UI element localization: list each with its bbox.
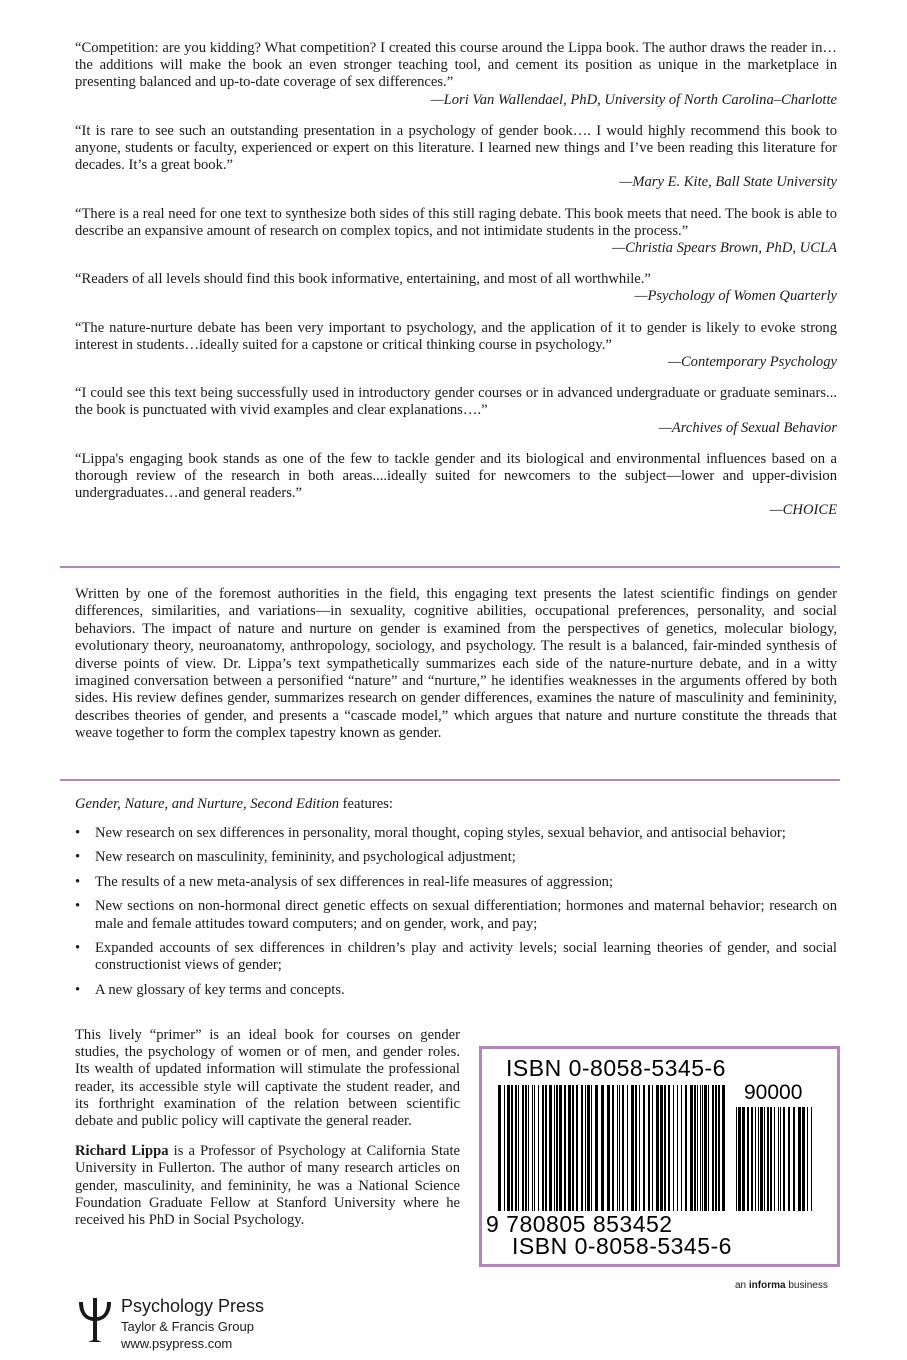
barcode-bar (532, 1085, 533, 1211)
barcode-bar (767, 1107, 769, 1211)
feature-item: • Expanded accounts of sex differences in children’s play and activity levels; social learning theories of gender, and social constructionist views of gender; (75, 940, 837, 975)
barcode-bar (538, 1085, 539, 1211)
barcode-bar (685, 1085, 687, 1211)
barcode-bar (572, 1085, 574, 1211)
review-quote: “Readers of all levels should find this book informative, entertaining, and most of all worthwhile.” (75, 271, 651, 288)
barcode-bar (635, 1085, 637, 1211)
barcode-bar (534, 1085, 535, 1211)
barcode-bar (712, 1085, 714, 1211)
barcode-bar (702, 1085, 703, 1211)
barcode-bar (549, 1085, 552, 1211)
divider-top (60, 566, 840, 568)
barcode-bar (595, 1085, 598, 1211)
barcode-bar (788, 1107, 790, 1211)
barcode-bar (585, 1085, 586, 1211)
barcode-bar (622, 1085, 624, 1211)
barcode-bar (660, 1085, 663, 1211)
barcode-bar (522, 1085, 524, 1211)
informa-prefix: an (735, 1280, 749, 1291)
barcode-bar (697, 1085, 698, 1211)
review-attribution: —Christia Spears Brown, PhD, UCLA (612, 240, 837, 257)
publisher-url: www.psypress.com (121, 1336, 233, 1351)
barcode-bar (736, 1107, 737, 1211)
barcode-bar (715, 1085, 717, 1211)
barcode-bar (668, 1085, 670, 1211)
barcode-bar (673, 1085, 674, 1211)
publisher-block (75, 1296, 375, 1351)
review-block (75, 123, 837, 192)
barcode-bar (554, 1085, 555, 1211)
barcode-bar (793, 1107, 795, 1211)
barcode-bar (639, 1085, 640, 1211)
barcode-bar (652, 1085, 653, 1211)
feature-item: • A new glossary of key terms and concepts. (75, 982, 837, 999)
author-bio (75, 1143, 460, 1229)
review-block (75, 320, 837, 372)
barcode-bar (718, 1085, 720, 1211)
book-description: Written by one of the foremost authorities in the field, this engaging text presents the latest scientific findings on gender differences, similarities, and variations—in sexuality, cognitive abilities, occupational preferences, personality, and social behaviors. The impact of nature and nurture on gender is examined from the perspectives of genetics, molecular biology, evolutionary theory, neuroanatomy, anthropology, sociology, and psychology. The result is a balanced, fair-minded synthesis of diverse points of view. Dr. Lippa’s text sympathetically summarizes each side of the nature-nurture debate, and in a witty imagined conversation between a personified “nature” and “nurture,” he identifies weaknesses in the arguments offered by both sides. His review defines gender, summarizes research on gender differences, examines the nature of masculinity and femininity, describes theories of gender, and presents a “cascade model,” which argues that nature and nurture constitute the threads that weave together to form the complex tapestry known as gender. (75, 586, 837, 742)
review-block (75, 385, 837, 437)
review-attribution: —Contemporary Psychology (667, 354, 837, 371)
barcode-bar (619, 1085, 620, 1211)
barcode-bar (690, 1085, 693, 1211)
barcode-bar (545, 1085, 547, 1211)
barcode-bar (528, 1085, 529, 1211)
barcode-bar (601, 1085, 604, 1211)
author-name: Richard Lippa (75, 1143, 169, 1160)
review-attribution: —Archives of Sexual Behavior (658, 419, 837, 436)
barcode-bar (525, 1085, 527, 1211)
barcode-bar (617, 1085, 618, 1211)
barcode-bar (631, 1085, 634, 1211)
review-attribution: —Lori Van Wallendael, PhD, University of North Carolina–Charlotte (430, 91, 837, 108)
isbn-top-label: ISBN 0-8058-5345-6 (506, 1055, 726, 1081)
feature-item: • The results of a new meta-analysis of sex differences in real-life measures of aggression; (75, 874, 837, 891)
barcode-bar (511, 1085, 513, 1211)
barcode-bar (507, 1085, 510, 1211)
barcode-bar (780, 1107, 781, 1211)
barcode-bar (627, 1085, 628, 1211)
barcode-bar (700, 1085, 701, 1211)
barcode-bar (518, 1085, 519, 1211)
feature-item: • New sections on non-hormonal direct genetic effects on sexual differentiation; hormones and maternal behavior; research on male and female attitudes toward computers; and on gender, work, and pay; (75, 898, 837, 933)
reviews-section (75, 40, 837, 534)
barcode-box (479, 1046, 840, 1267)
barcode-bar (783, 1107, 785, 1211)
barcode-bar (498, 1085, 501, 1211)
informa-suffix: business (785, 1280, 828, 1291)
barcode-bar (677, 1085, 678, 1211)
barcode-bar (656, 1085, 659, 1211)
barcode-bar (807, 1107, 808, 1211)
barcode-bar (778, 1107, 779, 1211)
barcode-bar (564, 1085, 566, 1211)
barcode-bar (770, 1107, 772, 1211)
review-quote: “Competition: are you kidding? What competition? I created this course around the Lippa book. The author draws the reader in…the additions will make the book an even stronger teaching tool, and cement its position as unique in the marketplace in presenting balanced and up-to-date coverage of sex differences.” (75, 40, 837, 91)
barcode-bar (798, 1107, 801, 1211)
informa-tagline (735, 1280, 828, 1291)
review-quote: “There is a real need for one text to synthesize both sides of this still raging debate. This book meets that need. The book is able to describe an expansive amount of research on complex topics, and not intimidate students in the process.” (75, 205, 837, 239)
features-list (75, 825, 837, 1006)
review-block (75, 451, 837, 520)
barcode-bar (694, 1085, 696, 1211)
price-code: 90000 (744, 1081, 803, 1104)
barcode-bar (738, 1107, 741, 1211)
features-intro (75, 796, 837, 813)
barcode-bar (587, 1085, 590, 1211)
review-quote: “The nature-nurture debate has been very important to psychology, and the application of it to gender is likely to evoke strong interest in students…ideally suited for a capstone or critical thinking course in psychology.” (75, 319, 837, 353)
isbn-bottom-label: ISBN 0-8058-5345-6 (512, 1233, 732, 1259)
barcode-bar (607, 1085, 610, 1211)
barcode-bar (681, 1085, 682, 1211)
barcode-bar (581, 1085, 583, 1211)
review-block (75, 271, 837, 305)
barcode-bar (751, 1107, 753, 1211)
barcode-bar (612, 1085, 614, 1211)
barcode-bar (542, 1085, 544, 1211)
review-quote: “I could see this text being successfully used in introductory gender courses or in advanced undergraduate or graduate seminars... the book is punctuated with vivid examples and clear explanations….” (75, 385, 837, 419)
divider-bottom (60, 779, 840, 781)
barcode-bar (760, 1107, 763, 1211)
barcode-bar (591, 1085, 592, 1211)
publisher-name: Psychology Press (121, 1296, 265, 1316)
barcode-bar (774, 1107, 775, 1211)
barcode-bar (755, 1107, 756, 1211)
psi-logo-icon (75, 1296, 115, 1346)
review-quote: “It is rare to see such an outstanding presentation in a psychology of gender book…. I would highly recommend this book to anyone, students or faculty, experienced or expert on this literature. I learned new things and I’ve been reading this literature for decades. It’s a great book.” (75, 122, 837, 174)
ean-barcode (498, 1085, 726, 1211)
barcode-bar (811, 1107, 812, 1211)
barcode-bar (664, 1085, 666, 1211)
review-attribution: —CHOICE (769, 502, 837, 519)
barcode-bar (722, 1085, 725, 1211)
publisher-group: Taylor & Francis Group (121, 1319, 254, 1334)
features-intro-suffix: features: (339, 796, 393, 812)
addon-barcode (736, 1107, 816, 1211)
barcode-bar (568, 1085, 571, 1211)
barcode-bar (515, 1085, 517, 1211)
review-block (75, 206, 837, 258)
barcode-bar (643, 1085, 645, 1211)
review-block (75, 40, 837, 109)
barcode-bar (556, 1085, 558, 1211)
barcode-bar (802, 1107, 805, 1211)
feature-item: • New research on masculinity, femininity, and psychological adjustment; (75, 849, 837, 866)
barcode-bar (504, 1085, 505, 1211)
barcode-bar (758, 1107, 759, 1211)
barcode-bar (576, 1085, 578, 1211)
barcode-bar (764, 1107, 765, 1211)
barcode-bar (747, 1107, 749, 1211)
book-title: Gender, Nature, and Nurture, Second Edition (75, 796, 340, 812)
barcode-bar (742, 1107, 745, 1211)
review-quote: “Lippa's engaging book stands as one of the few to tackle gender and its biological and environmental influences based on a thorough review of the research in both areas....ideally suited for newcomers to the subject—lower and upper-division undergraduates…and general readers.” (75, 450, 837, 502)
lower-text-column (75, 1027, 460, 1242)
barcode-bar (704, 1085, 707, 1211)
review-attribution: —Mary E. Kite, Ball State University (619, 174, 837, 191)
feature-item: • New research on sex differences in personality, moral thought, coping styles, sexual behavior, and antisocial behavior; (75, 825, 837, 842)
review-attribution: —Psychology of Women Quarterly (634, 288, 837, 305)
barcode-bar (708, 1085, 709, 1211)
barcode-bar (559, 1085, 562, 1211)
ean-digits: 9 780805 853452 (486, 1211, 673, 1237)
barcode-bar (648, 1085, 650, 1211)
primer-paragraph: This lively “primer” is an ideal book for courses on gender studies, the psychology of women or of men, and gender roles. Its wealth of updated information will stimulate the professional reader, its accessible style will captivate the student reader, and its forthright examination of the relation between scientific debate and public policy will captivate the general reader. (75, 1027, 460, 1130)
informa-brand: informa (748, 1280, 786, 1291)
author-bio-text: is a Professor of Psychology at California State University in Fullerton. The author of many research articles on gender, masculinity, and femininity, he was a National Science Foundation Graduate Fellow at Stanford University where he received his PhD in Social Psychology. (75, 1143, 461, 1229)
